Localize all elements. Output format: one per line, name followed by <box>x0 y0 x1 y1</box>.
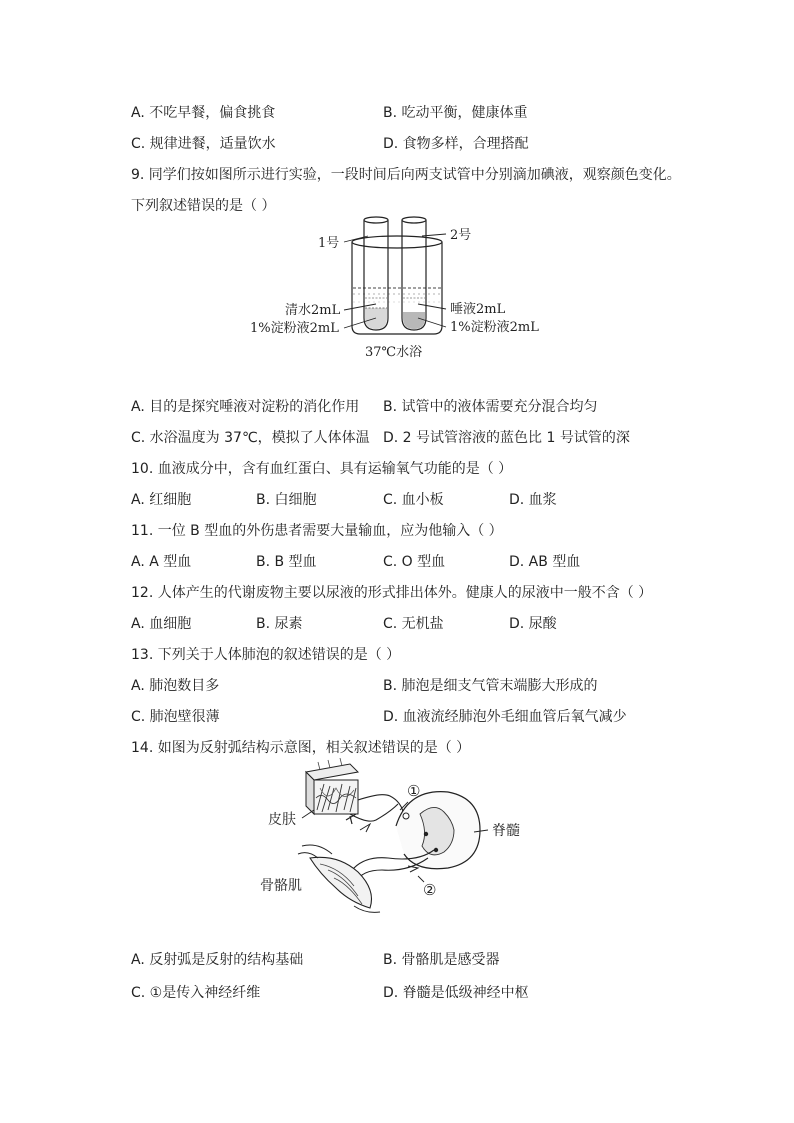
label-skeletal-muscle: 骨骼肌 <box>260 878 302 894</box>
q14-stem: 14. 如图为反射弧结构示意图，相关叙述错误的是（ ） <box>131 740 471 756</box>
q9-option-a: A. 目的是探究唾液对淀粉的消化作用 <box>131 399 360 415</box>
skin-block <box>306 758 358 814</box>
q8-option-d: D. 食物多样，合理搭配 <box>383 136 529 152</box>
q10-option-d: D. 血浆 <box>509 492 557 508</box>
label-water: 清水2mL <box>285 303 341 318</box>
q12-stem: 12. 人体产生的代谢废物主要以尿液的形式排出体外。健康人的尿液中一般不含（ ） <box>131 585 653 601</box>
q12-option-d: D. 尿酸 <box>509 616 557 632</box>
q10-stem: 10. 血液成分中，含有血红蛋白、具有运输氧气功能的是（ ） <box>131 461 513 477</box>
q10-option-c: C. 血小板 <box>383 492 444 508</box>
q8-option-b: B. 吃动平衡，健康体重 <box>383 105 528 121</box>
q9-option-d: D. 2 号试管溶液的蓝色比 1 号试管的深 <box>383 430 630 446</box>
q11-option-b: B. B 型血 <box>256 554 317 570</box>
q14-option-a: A. 反射弧是反射的结构基础 <box>131 952 304 968</box>
q9-option-c: C. 水浴温度为 37℃，模拟了人体体温 <box>131 430 370 446</box>
q10-option-a: A. 红细胞 <box>131 492 192 508</box>
q11-stem: 11. 一位 B 型血的外伤患者需要大量输血，应为他输入（ ） <box>131 523 503 539</box>
q12-option-a: A. 血细胞 <box>131 616 192 632</box>
q14-option-d: D. 脊髓是低级神经中枢 <box>383 985 529 1001</box>
q13-option-d: D. 血液流经肺泡外毛细血管后氧气减少 <box>383 709 627 725</box>
label-saliva: 唾液2mL <box>450 302 506 317</box>
label-starch-left: 1%淀粉液2mL <box>250 321 339 336</box>
marker-2: ② <box>423 881 437 899</box>
q14-option-c: C. ①是传入神经纤维 <box>131 985 261 1001</box>
q10-option-b: B. 白细胞 <box>256 492 317 508</box>
q9-option-b: B. 试管中的液体需要充分混合均匀 <box>383 399 598 415</box>
q9-stem-line1: 9. 同学们按如图所示进行实验，一段时间后向两支试管中分别滴加碘液，观察颜色变化。 <box>131 167 681 183</box>
label-tube1: 1号 <box>318 236 340 251</box>
q9-stem-line2: 下列叙述错误的是（ ） <box>131 198 276 214</box>
marker-1: ① <box>407 782 421 800</box>
label-tube2: 2号 <box>450 228 472 243</box>
q12-option-c: C. 无机盐 <box>383 616 444 632</box>
spinal-cord <box>396 792 480 869</box>
label-water-bath: 37℃水浴 <box>365 345 423 360</box>
label-starch-right: 1%淀粉液2mL <box>450 320 539 335</box>
q12-option-b: B. 尿素 <box>256 616 303 632</box>
skeletal-muscle <box>298 845 380 912</box>
q13-option-c: C. 肺泡壁很薄 <box>131 709 220 725</box>
label-skin: 皮肤 <box>268 812 296 828</box>
q8-option-a: A. 不吃早餐，偏食挑食 <box>131 105 276 121</box>
q13-option-a: A. 肺泡数目多 <box>131 678 220 694</box>
q13-stem: 13. 下列关于人体肺泡的叙述错误的是（ ） <box>131 647 401 663</box>
reflex-arc-figure <box>258 758 548 918</box>
q14-option-b: B. 骨骼肌是感受器 <box>383 952 500 968</box>
q11-option-c: C. O 型血 <box>383 554 446 570</box>
label-spinal-cord: 脊髓 <box>492 823 520 839</box>
q11-option-d: D. AB 型血 <box>509 554 581 570</box>
test-tube-figure <box>240 214 560 364</box>
q8-option-c: C. 规律进餐，适量饮水 <box>131 136 276 152</box>
q13-option-b: B. 肺泡是细支气管末端膨大形成的 <box>383 678 598 694</box>
q11-option-a: A. A 型血 <box>131 554 192 570</box>
